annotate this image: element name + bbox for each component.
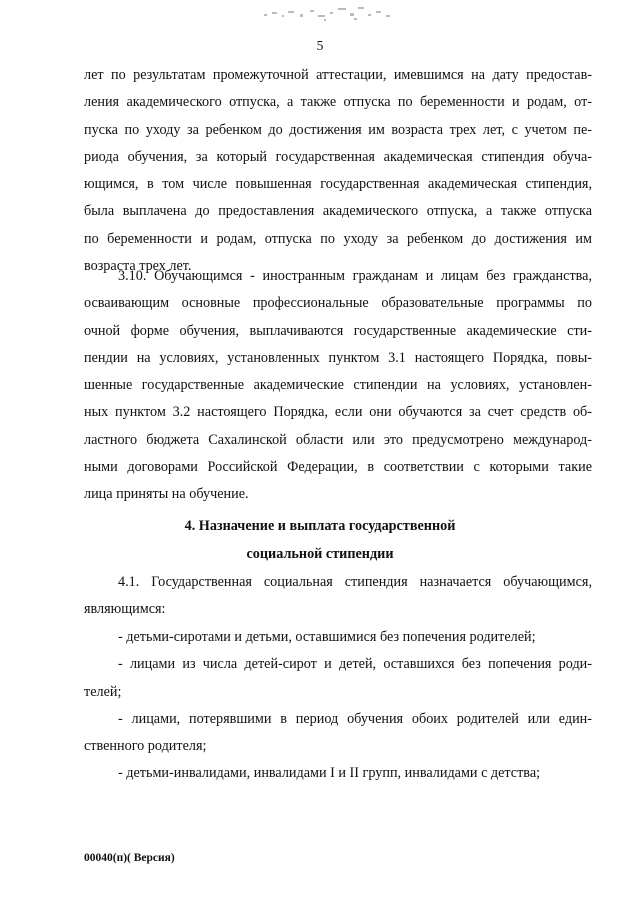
paragraph-4-1 [84, 569, 592, 624]
text-line: ления академического отпуска, а также отпуска по беременности и родам, от- [84, 94, 592, 111]
list-item-continuation: телей; [84, 683, 122, 700]
text-line: ных пунктом 3.2 настоящего Порядка, если они обучаются за счет средств об- [84, 404, 592, 421]
list-item: - детьми-инвалидами, инвалидами I и II групп, инвалидами с детства; [118, 765, 541, 782]
text-line: ющимся, в том числе повышенная государственная академическая стипендия, [84, 176, 592, 193]
text-line: пуска по уходу за ребенком до достижения им возраста трех лет, с учетом пе- [84, 121, 592, 138]
text-line: ластного бюджета Сахалинской области или это предусмотрено международ- [84, 431, 592, 448]
text-line: являющимся: [84, 601, 166, 618]
list-item-continuation: ственного родителя; [84, 738, 207, 755]
list-item: - лицами из числа детей-сирот и детей, оставшихся без попечения роди- [118, 656, 592, 673]
text-line: 3.10. Обучающимся - иностранным гражданам и лицам без гражданства, [118, 268, 592, 284]
section-heading-line-1: 4. Назначение и выплата государственной [184, 518, 456, 534]
document-footer-code: 00040(п)( Версия) [84, 852, 175, 864]
text-line: лица приняты на обучение. [84, 486, 249, 503]
eligibility-list [84, 624, 592, 788]
text-line: осваивающим основные профессиональные образовательные программы по [84, 295, 592, 312]
text-line: очной форме обучения, выплачиваются государственные академические сти- [84, 322, 592, 339]
text-line: пендии на условиях, установленных пунктом 3.1 настоящего Порядка, повы- [84, 349, 592, 366]
text-line: возраста трех лет. [84, 258, 192, 275]
paragraph-continuation [84, 62, 592, 280]
text-line: по беременности и родам, отпуска по уходу за ребенком до достижения им [84, 230, 592, 247]
paragraph-3-10 [84, 263, 592, 509]
list-item: - детьми-сиротами и детьми, оставшимися без попечения родителей; [118, 629, 536, 645]
text-line: лет по результатам промежуточной аттестации, имевшимся на дату предостав- [84, 67, 592, 83]
text-line: была выплачена до предоставления академического отпуска, а также отпуска [84, 203, 592, 220]
text-line: ными договорами Российской Федерации, в соответствии с которыми такие [84, 459, 592, 476]
text-line: 4.1. Государственная социальная стипендия назначается обучающимся, [118, 574, 592, 590]
list-item: - лицами, потерявшими в период обучения обоих родителей или един- [118, 710, 592, 727]
faint-stamp-mark [258, 2, 408, 24]
text-line: шенные государственные академические стипендии на условиях, установлен- [84, 377, 592, 394]
page-number: 5 [316, 38, 324, 53]
section-heading-line-2: социальной стипендии [246, 546, 394, 562]
text-line: риода обучения, за который государственная академическая стипендия обуча- [84, 148, 592, 165]
